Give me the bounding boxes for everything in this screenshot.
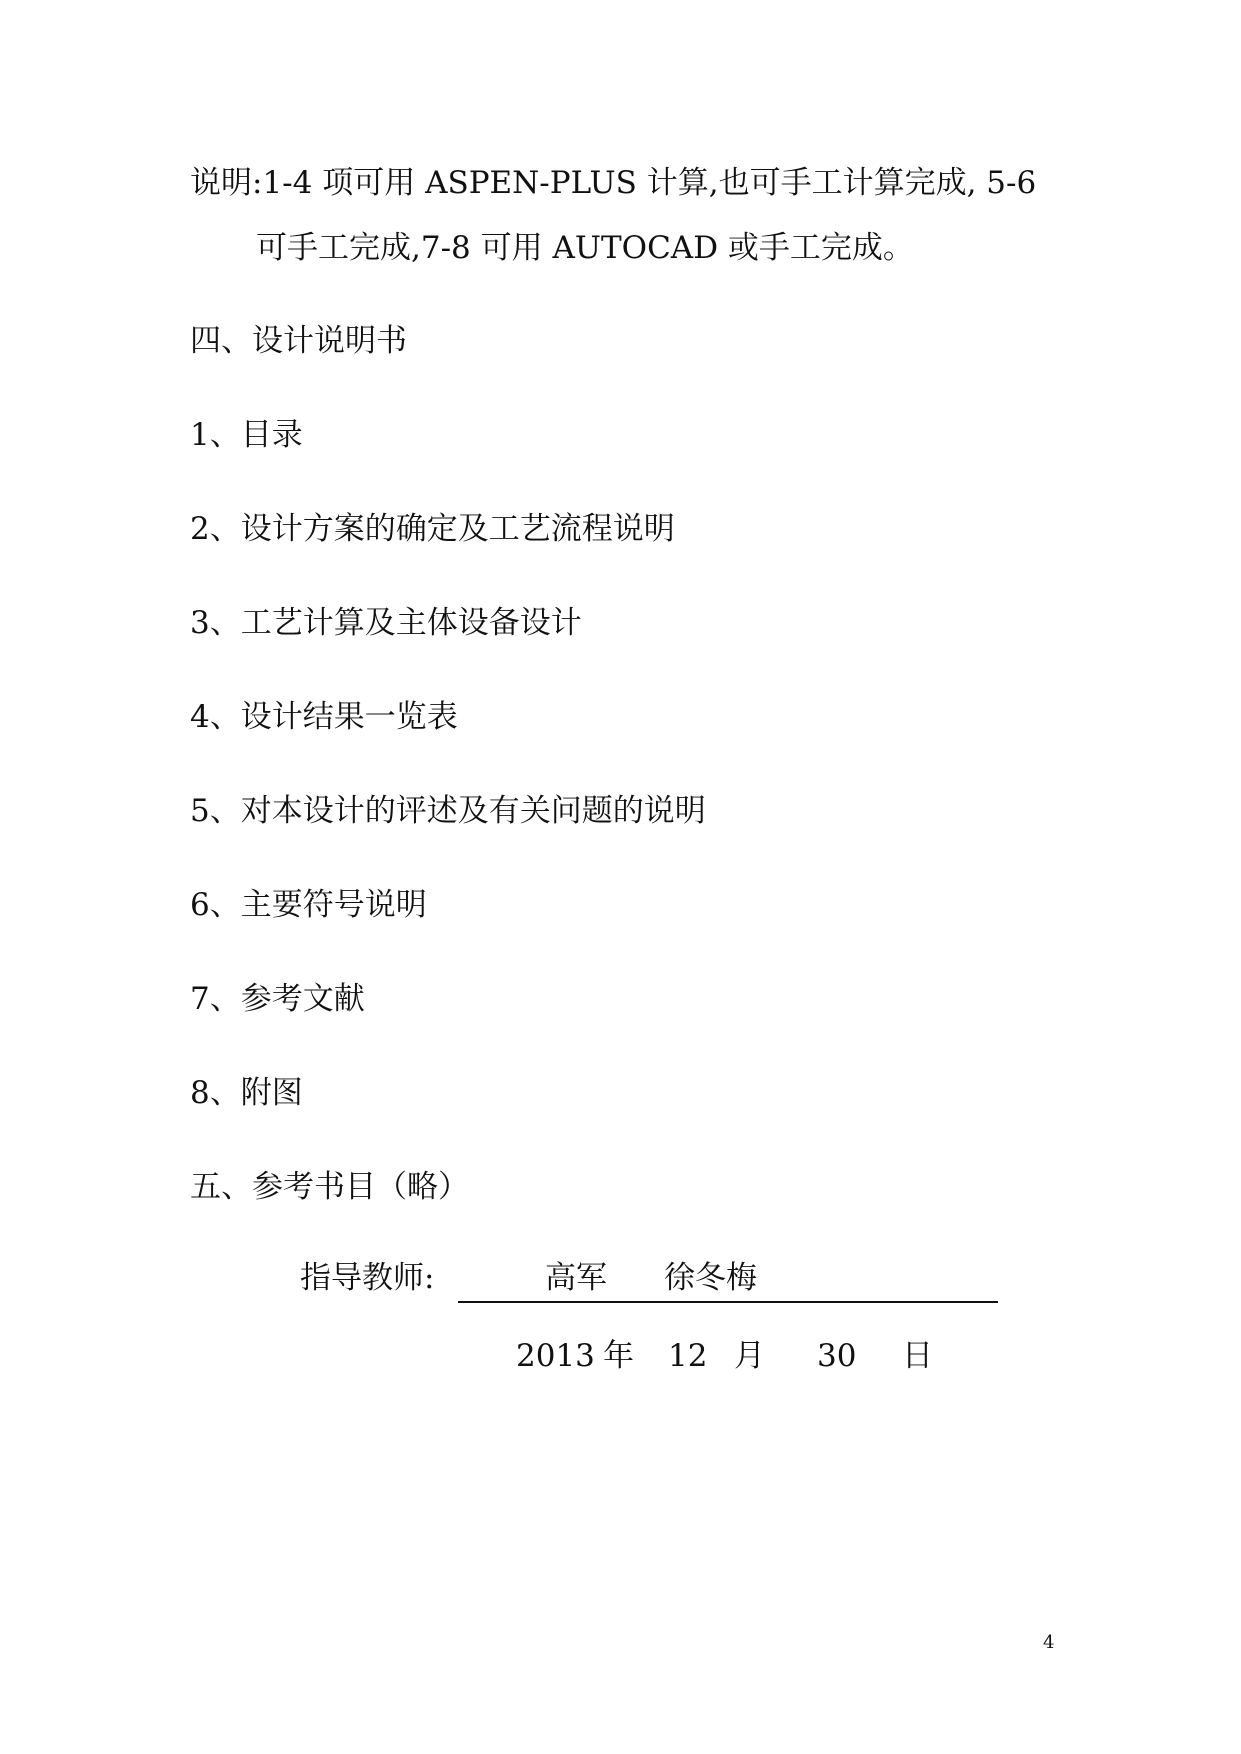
note-line-2: 可手工完成,7-8 可用 AUTOCAD 或手工完成。 <box>256 230 914 266</box>
date-month: 12 <box>668 1338 708 1374</box>
page-number: 4 <box>1043 1632 1055 1653</box>
date-day: 30 <box>817 1338 857 1374</box>
list-item: 3、工艺计算及主体设备设计 <box>190 605 582 641</box>
list-item: 8、附图 <box>190 1075 303 1111</box>
date-day-unit: 日 <box>902 1338 933 1374</box>
list-item: 5、对本设计的评述及有关问题的说明 <box>190 793 706 829</box>
supervisor-name-1: 高军 <box>545 1260 607 1296</box>
list-item: 6、主要符号说明 <box>190 887 427 923</box>
note-line-1: 说明:1-4 项可用 ASPEN-PLUS 计算,也可手工计算完成, 5-6 <box>190 165 1037 201</box>
supervisor-name-2: 徐冬梅 <box>664 1260 757 1296</box>
list-item: 4、设计结果一览表 <box>190 699 458 735</box>
list-item: 1、目录 <box>190 417 303 453</box>
supervisor-label: 指导教师: <box>300 1260 435 1296</box>
list-item: 7、参考文献 <box>190 981 365 1017</box>
section-heading-references: 五、参考书目（略） <box>190 1169 469 1205</box>
section-heading-design-manual: 四、设计说明书 <box>190 323 407 359</box>
date-year: 2013 <box>516 1338 595 1374</box>
signature-underline <box>458 1301 998 1303</box>
date-month-unit: 月 <box>734 1338 765 1374</box>
list-item: 2、设计方案的确定及工艺流程说明 <box>190 511 675 547</box>
date-year-unit: 年 <box>603 1338 634 1374</box>
